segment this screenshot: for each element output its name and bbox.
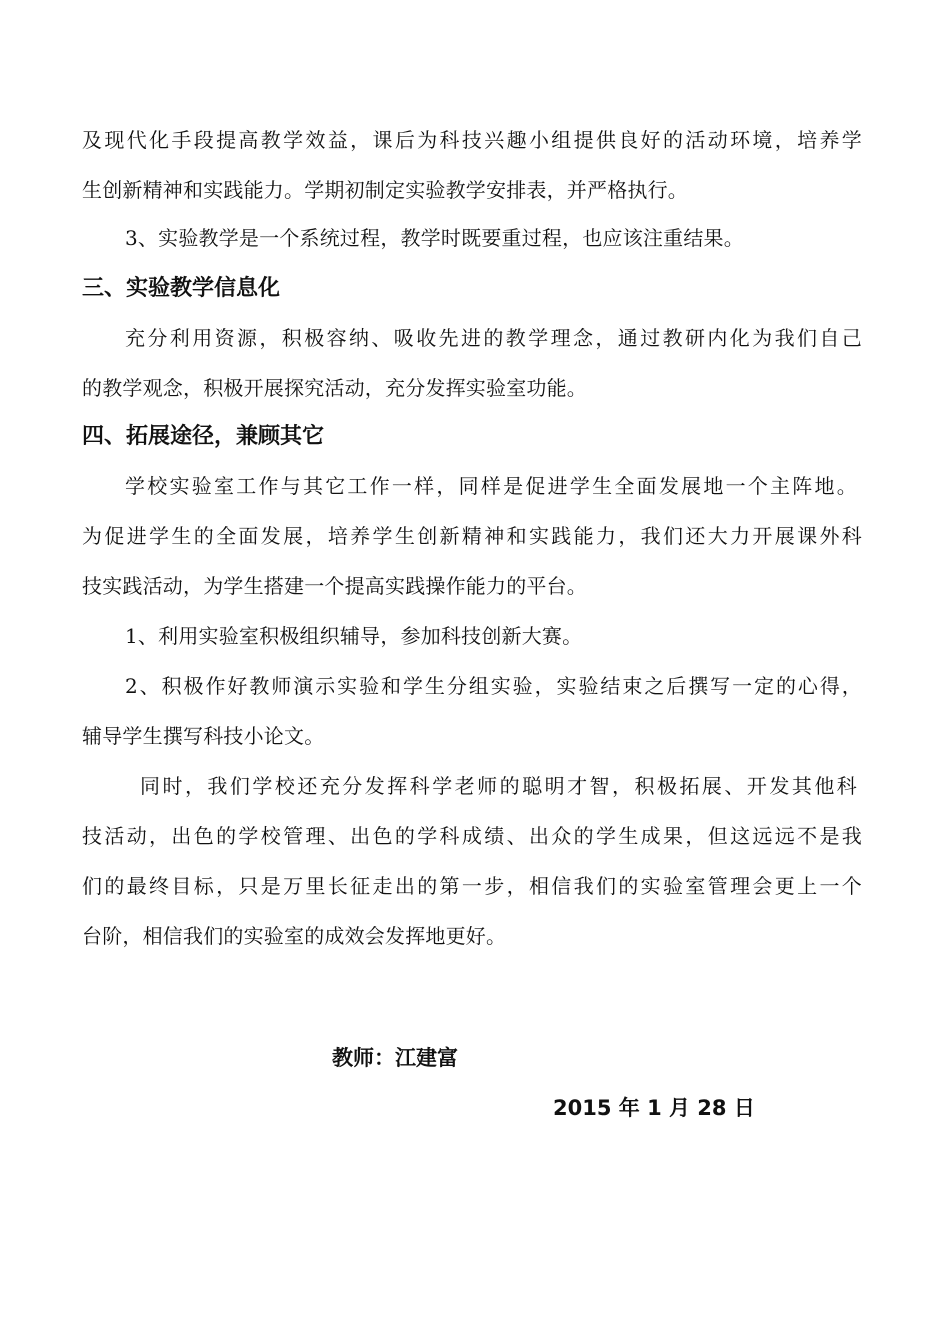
closing-line-4: 台阶，相信我们的实验室的成效会发挥地更好。 <box>82 924 507 948</box>
closing-line-3: 们的最终目标，只是万里长征走出的第一步，相信我们的实验室管理会更上一个 <box>82 874 862 898</box>
section-4-heading: 四、拓展途径，兼顾其它 <box>82 424 325 449</box>
section-4-intro-line-1: 学校实验室工作与其它工作一样，同样是促进学生全面发展地一个主阵地。 <box>125 474 857 498</box>
paragraph-1-line-1: 及现代化手段提高教学效益，课后为科技兴趣小组提供良好的活动环境，培养学 <box>82 128 862 152</box>
signature-date: 2015 年 1 月 28 日 <box>553 1096 755 1120</box>
section-3-line-1: 充分利用资源，积极容纳、吸收先进的教学理念，通过教研内化为我们自己 <box>125 326 862 350</box>
section-3-heading: 三、实验教学信息化 <box>82 276 281 301</box>
section-3-line-2: 的教学观念，积极开展探究活动，充分发挥实验室功能。 <box>82 376 587 400</box>
closing-line-2: 技活动，出色的学校管理、出色的学科成绩、出众的学生成果，但这远远不是我 <box>82 824 862 848</box>
section-4-intro-line-3: 技实践活动，为学生搭建一个提高实践操作能力的平台。 <box>82 574 587 598</box>
section-4-item-2-line-2: 辅导学生撰写科技小论文。 <box>82 724 325 748</box>
paragraph-1-line-2: 生创新精神和实践能力。学期初制定实验教学安排表，并严格执行。 <box>82 178 688 202</box>
teacher-signature: 教师：江建富 <box>332 1046 458 1070</box>
section-4-intro-line-2: 为促进学生的全面发展，培养学生创新精神和实践能力，我们还大力开展课外科 <box>82 524 862 548</box>
section-4-item-1: 1、利用实验室积极组织辅导，参加科技创新大赛。 <box>125 624 583 648</box>
closing-line-1: 同时，我们学校还充分发挥科学老师的聪明才智，积极拓展、开发其他科 <box>140 774 857 798</box>
item-3: 3、实验教学是一个系统过程，教学时既要重过程，也应该注重结果。 <box>125 226 744 250</box>
section-4-item-2-line-1: 2、积极作好教师演示实验和学生分组实验，实验结束之后撰写一定的心得， <box>125 674 862 698</box>
